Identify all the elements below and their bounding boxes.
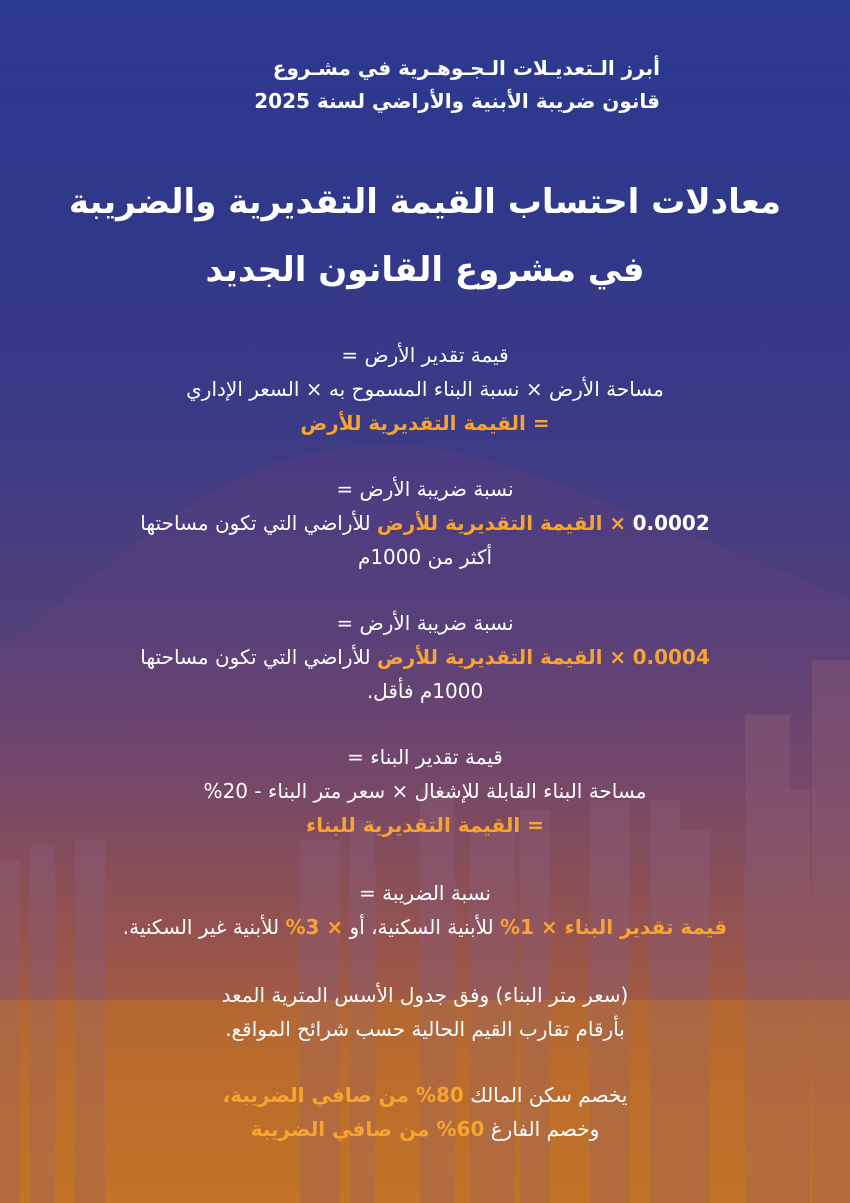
land-tax-small-times-value: × القيمة التقديرية للأرض	[376, 645, 627, 669]
building-value-section	[40, 740, 810, 842]
land-tax-large-section	[40, 472, 810, 574]
header-line-1: أبرز الـتعديـلات الـجـوهـرية في مشـروع	[272, 56, 660, 80]
land-tax-small-formula	[40, 640, 810, 674]
header-line-2: قانون ضريبة الأبنية والأراضي لسنة 2025	[254, 89, 660, 113]
tax-rate-label: نسبة الضريبة =	[359, 881, 491, 905]
land-value-section	[40, 338, 810, 440]
land-tax-large-rate: 0.0002	[632, 511, 710, 535]
land-tax-small-section	[40, 606, 810, 708]
tax-rate-nonresidential-rate: × 3%	[285, 915, 344, 939]
land-tax-small-condition: للأراضي التي تكون مساحتها	[140, 645, 371, 669]
land-tax-large-times-value: × القيمة التقديرية للأرض	[376, 511, 627, 535]
note-line-1: (سعر متر البناء) وفق جدول الأسس المترية المعد	[221, 983, 629, 1007]
note-section	[40, 978, 810, 1046]
land-tax-small-label: نسبة ضريبة الأرض =	[336, 611, 514, 635]
tax-rate-formula	[40, 910, 810, 944]
land-tax-large-condition: للأراضي التي تكون مساحتها	[140, 511, 371, 535]
header	[160, 52, 660, 118]
building-value-result: = القيمة التقديرية للبناء	[306, 813, 544, 837]
vacant-discount-value: 60% من صافي الضريبة	[250, 1117, 485, 1141]
vacant-discount-prefix: وخصم الفارغ	[490, 1117, 600, 1141]
discounts-section	[40, 1078, 810, 1146]
tax-rate-section	[40, 876, 810, 944]
land-tax-large-label: نسبة ضريبة الأرض =	[336, 477, 514, 501]
tax-rate-residential-formula: قيمة تقدير البناء × 1%	[500, 915, 728, 939]
land-value-label: قيمة تقدير الأرض =	[341, 343, 509, 367]
land-tax-small-threshold: 1000م فأقل.	[366, 679, 484, 703]
land-tax-large-formula	[40, 506, 810, 540]
building-value-formula: مساحة البناء القابلة للإشغال × سعر متر البناء - 20%	[203, 779, 647, 803]
vacant-discount	[40, 1112, 810, 1146]
main-title-line-2: في مشروع القانون الجديد	[205, 250, 645, 290]
owner-discount-value: 80% من صافي الضريبة،	[222, 1083, 464, 1107]
land-tax-small-rate: 0.0004	[632, 645, 710, 669]
note-line-2: بأرقام تقارب القيم الحالية حسب شرائح المواقع.	[225, 1017, 625, 1041]
building-value-label: قيمة تقدير البناء =	[347, 745, 503, 769]
owner-discount-prefix: يخصم سكن المالك	[470, 1083, 628, 1107]
tax-rate-nonresidential-label: للأبنية غير السكنية.	[122, 915, 280, 939]
land-value-result: = القيمة التقديرية للأرض	[300, 411, 550, 435]
main-title-line-1: معادلات احتساب القيمة التقديرية والضريبة	[68, 182, 782, 222]
owner-discount	[40, 1078, 810, 1112]
land-tax-large-threshold: أكثر من 1000م	[357, 545, 493, 569]
tax-rate-residential-label: للأبنية السكنية، أو	[349, 915, 494, 939]
land-value-formula: مساحة الأرض × نسبة البناء المسموح به × السعر الإداري	[186, 377, 664, 401]
